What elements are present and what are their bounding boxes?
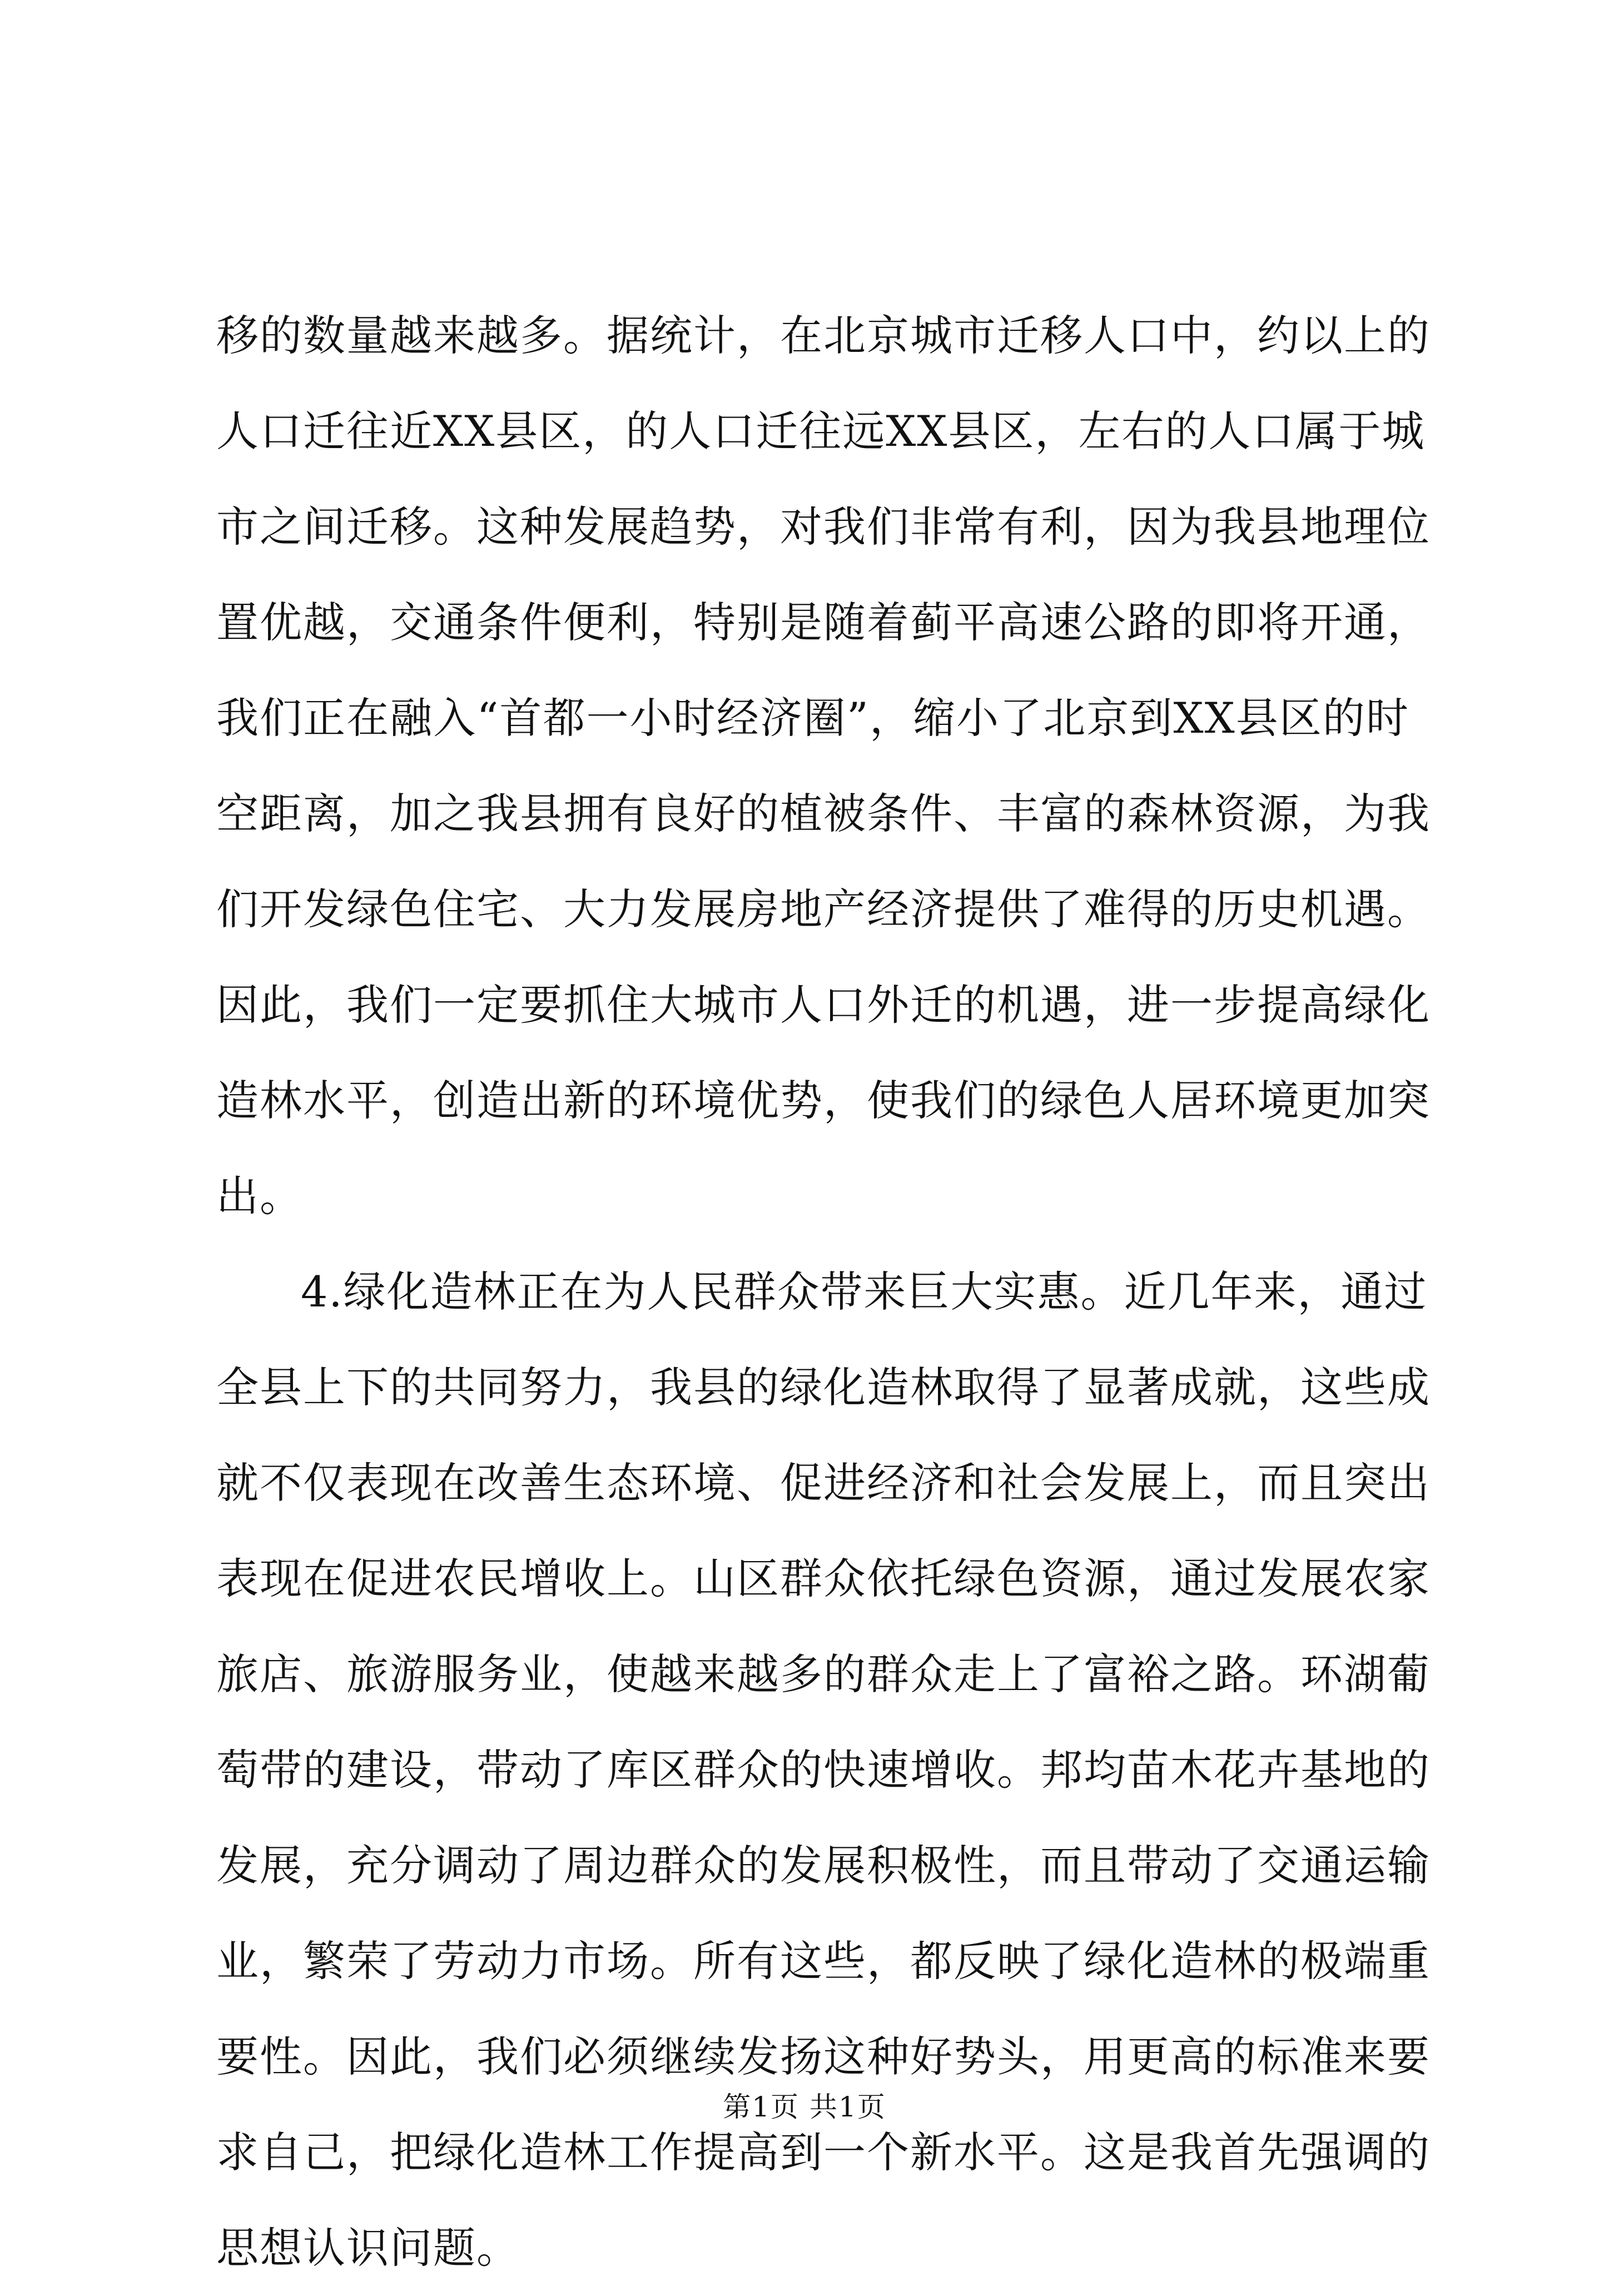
paragraph-2-line-6: 萄带的建设，带动了库区群众的快速增收。邦均苗木花卉基地的 [216,1745,1431,1795]
paragraph-1-line-3: 市之间迁移。这种发展趋势，对我们非常有利，因为我县地理位 [216,502,1431,551]
paragraph-1-line-2: 人口迁往近XX县区，的人口迁往远XX县区，左右的人口属于城 [216,406,1426,456]
paragraph-1-line-4: 置优越，交通条件便利，特别是随着蓟平高速公路的即将开通， [216,598,1431,647]
paragraph-2-line-1: 4.绿化造林正在为人民群众带来巨大实惠。近几年来，通过 [301,1267,1428,1316]
paragraph-1-line-1: 移的数量越来越多。据统计，在北京城市迁移人口中，约以上的 [216,311,1431,360]
paragraph-2-line-11: 思想认识问题。 [216,2223,520,2273]
paragraph-2-line-8: 业，繁荣了劳动力市场。所有这些，都反映了绿化造林的极端重 [216,1936,1431,1986]
paragraph-1-line-10: 出。 [216,1171,303,1221]
paragraph-2-line-3: 就不仅表现在改善生态环境、促进经济和社会发展上，而且突出 [216,1458,1431,1508]
paragraph-2-line-10: 求自己，把绿化造林工作提高到一个新水平。这是我首先强调的 [216,2128,1431,2177]
page-number-label: 第1页 共1页 [723,2091,886,2123]
page-footer [0,2085,1609,2125]
paragraph-1-line-5: 我们正在融入“首都一小时经济圈”，缩小了北京到XX县区的时 [216,693,1409,743]
paragraph-2-line-9: 要性。因此，我们必须继续发扬这种好势头，用更高的标准来要 [216,2032,1431,2081]
paragraph-2-line-7: 发展，充分调动了周边群众的发展积极性，而且带动了交通运输 [216,1841,1431,1890]
paragraph-1-line-8: 因此，我们一定要抓住大城市人口外迁的机遇，进一步提高绿化 [216,980,1431,1030]
paragraph-2-line-5: 旅店、旅游服务业，使越来越多的群众走上了富裕之路。环湖葡 [216,1649,1431,1699]
paragraph-2-line-4: 表现在促进农民增收上。山区群众依托绿色资源，通过发展农家 [216,1554,1431,1603]
document-body [216,288,1431,2296]
paragraph-2-line-2: 全县上下的共同努力，我县的绿化造林取得了显著成就，这些成 [216,1363,1431,1412]
paragraph-1-line-6: 空距离，加之我县拥有良好的植被条件、丰富的森林资源，为我 [216,789,1431,838]
paragraph-1-line-7: 们开发绿色住宅、大力发展房地产经济提供了难得的历史机遇。 [216,884,1431,934]
paragraph-1-line-9: 造林水平，创造出新的环境优势，使我们的绿色人居环境更加突 [216,1076,1431,1125]
